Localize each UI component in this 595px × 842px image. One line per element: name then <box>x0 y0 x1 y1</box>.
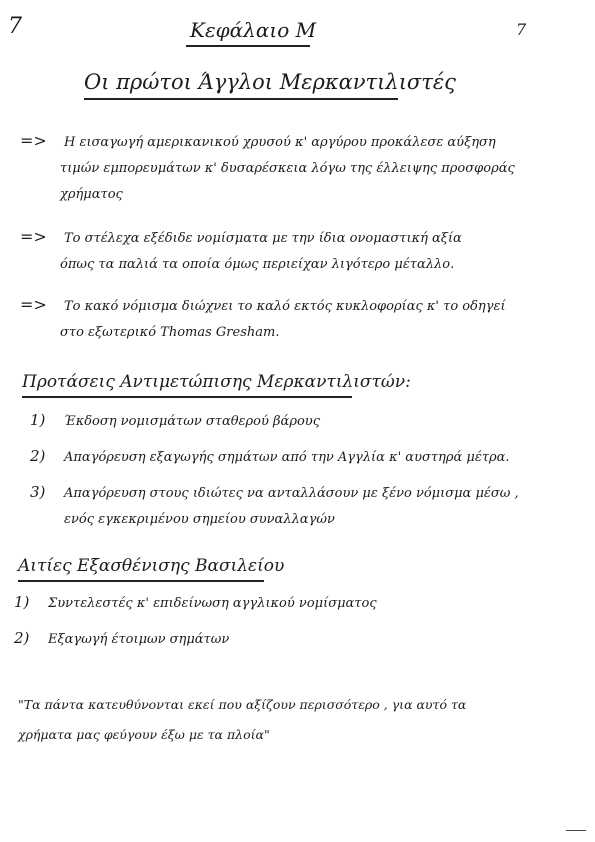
arrow-icon: => <box>20 227 47 246</box>
list-number: 2) <box>30 447 46 465</box>
page-edge-mark <box>566 830 586 831</box>
list-number: 3) <box>30 483 46 501</box>
list-item <box>30 408 320 434</box>
list-item <box>30 444 510 470</box>
list-text: Εξαγωγή έτοιμων σημάτων <box>48 632 230 647</box>
corner-mark: 7 <box>8 14 22 39</box>
list-item <box>14 590 377 616</box>
proposals-underline <box>22 396 352 398</box>
list-item <box>14 626 229 652</box>
note-line: στο εξωτερικό Thomas Gresham. <box>60 325 280 340</box>
chapter-heading: Κεφάλαιο Μ <box>190 18 317 42</box>
note-line: Το στέλεχα εξέδιδε νομίσματα με την ίδια ονομαστική αξία <box>64 231 462 246</box>
quote-line: "Τα πάντα κατευθύνονται εκεί που αξίζουν περισσότερο , για αυτό τα <box>18 697 467 712</box>
arrow-icon: => <box>20 295 47 314</box>
title-underline <box>84 98 398 100</box>
list-text: Έκδοση νομισμάτων σταθερού βάρους <box>64 414 320 429</box>
note-line: όπως τα παλιά τα οποία όμως περιείχαν λιγότερο μέταλλο. <box>60 257 455 272</box>
causes-heading: Αιτίες Εξασθένισης Βασιλείου <box>18 556 285 576</box>
list-item <box>30 480 519 506</box>
note-line: Το κακό νόμισμα διώχνει το καλό εκτός κυκλοφορίας κ' το οδηγεί <box>64 299 506 314</box>
note-line: χρήματος <box>60 187 123 202</box>
list-item-continuation: ενός εγκεκριμένου σημείου συναλλαγών <box>64 512 335 527</box>
page-title: Οι πρώτοι Άγγλοι Μερκαντιλιστές <box>84 70 456 94</box>
page-number: 7 <box>516 20 527 39</box>
arrow-note-2 <box>20 224 580 278</box>
chapter-underline <box>186 45 310 47</box>
list-number: 2) <box>14 629 30 647</box>
list-text: Απαγόρευση εξαγωγής σημάτων από την Αγγλία κ' αυστηρά μέτρα. <box>64 450 510 465</box>
quote-block <box>18 690 578 750</box>
list-text: Απαγόρευση στους ιδιώτες να ανταλλάσουν με ξένο νόμισμα μέσω , <box>64 486 519 501</box>
causes-underline <box>18 580 264 582</box>
list-number: 1) <box>14 593 30 611</box>
arrow-note-1 <box>20 128 580 208</box>
quote-line: χρήματα μας φεύγουν έξω με τα πλοία" <box>18 727 270 742</box>
list-text: Συντελεστές κ' επιδείνωση αγγλικού νομίσματος <box>48 596 377 611</box>
note-line: τιμών εμπορευμάτων κ' δυσαρέσκεια λόγω της έλλειψης προσφοράς <box>60 161 515 176</box>
arrow-note-3 <box>20 292 580 346</box>
note-line: Η εισαγωγή αμερικανικού χρυσού κ' αργύρου προκάλεσε αύξηση <box>64 135 496 150</box>
proposals-heading: Προτάσεις Αντιμετώπισης Μερκαντιλιστών: <box>22 372 411 392</box>
list-number: 1) <box>30 411 46 429</box>
arrow-icon: => <box>20 131 47 150</box>
